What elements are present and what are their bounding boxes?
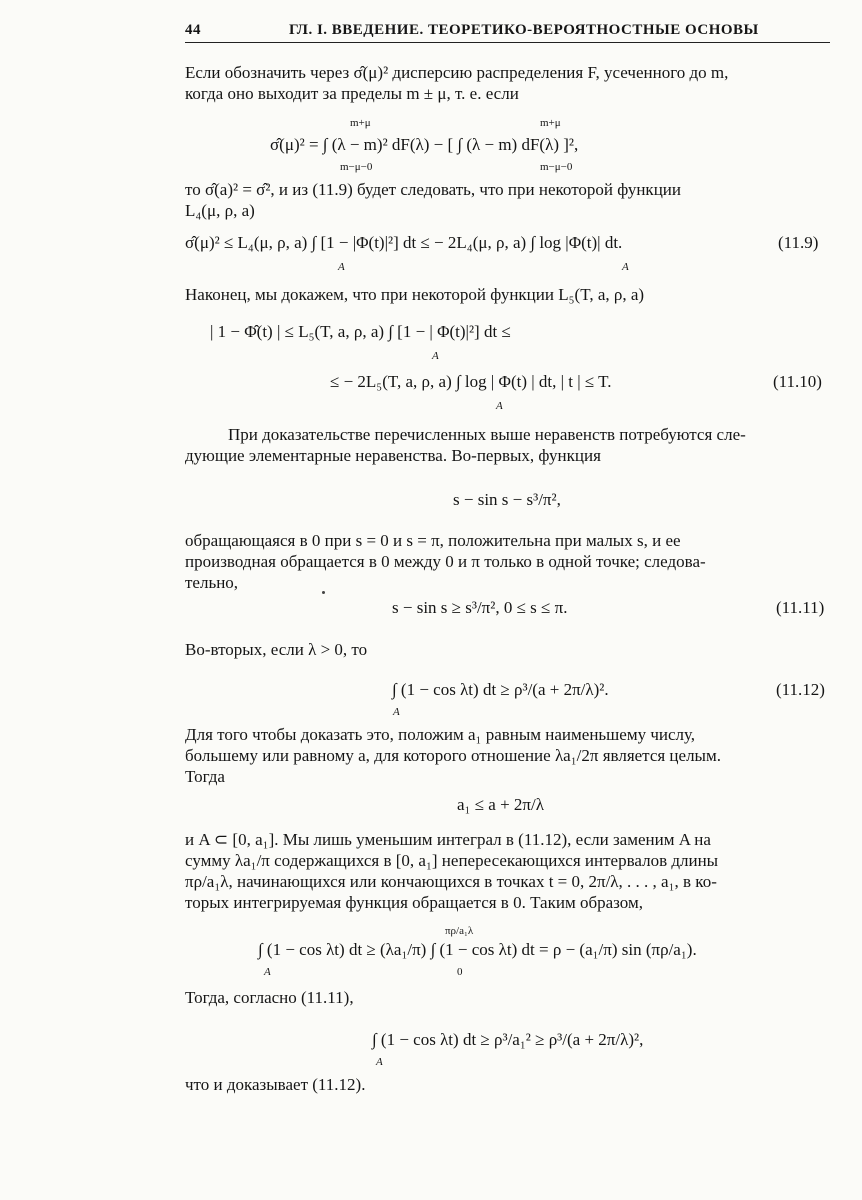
equation-a1-bound: a₁ ≤ a + 2π/λ — [457, 795, 544, 814]
integral-domain-a-5: A — [393, 706, 400, 718]
equation-number-11-11: (11.11) — [776, 598, 825, 617]
paragraph-3: Наконец, мы докажем, что при некоторой функции L₅(T, a, ρ, a) — [185, 285, 645, 304]
equation-s-function: s − sin s − s³/π², — [453, 490, 561, 509]
paragraph-4-line-2: дующие элементарные неравенства. Во-первых, функция — [185, 446, 601, 465]
paragraph-5-line-3: тельно, — [185, 573, 239, 592]
paragraph-1-line-1: Если обозначить через σ̂(μ)² дисперсию распределения F, усеченного до m, — [185, 63, 729, 82]
integral-domain-a-7: A — [376, 1056, 383, 1068]
integral-domain-a-2: A — [622, 261, 629, 273]
equation-11-12: ∫ (1 − cos λt) dt ≥ ρ³/(a + 2π/λ)². — [392, 680, 609, 699]
integral-upper-limit: m+μ — [350, 117, 371, 129]
equation-11-10-line-1: | 1 − Φ̂(t) | ≤ L₅(T, a, ρ, a) ∫ [1 − | Φ(t)|²] dt ≤ — [210, 322, 511, 341]
paragraph-10: что и доказывает (11.12). — [185, 1075, 366, 1094]
equation-11-10-line-2: ≤ − 2L₅(T, a, ρ, a) ∫ log | Φ(t) | dt, | t | ≤ T. — [330, 372, 612, 391]
paragraph-7-line-2: большему или равному a, для которого отношение λa₁/2π является целым. — [185, 746, 721, 765]
integral-upper-limit-2: m+μ — [540, 117, 561, 129]
equation-final-bound: ∫ (1 − cos λt) dt ≥ ρ³/a₁² ≥ ρ³/(a + 2π/λ)², — [372, 1030, 644, 1049]
paragraph-6: Во-вторых, если λ > 0, то — [185, 640, 368, 659]
paragraph-2-line-1: то σ̂(a)² = σ̂², и из (11.9) будет следовать, что при некоторой функции — [185, 180, 681, 199]
equation-11-9: σ̂(μ)² ≤ L₄(μ, ρ, a) ∫ [1 − |Φ(t)|²] dt ≤ − 2L₄(μ, ρ, a) ∫ log |Φ(t)| dt. — [185, 233, 623, 252]
chapter-title: ГЛ. I. ВВЕДЕНИЕ. ТЕОРЕТИКО-ВЕРОЯТНОСТНЫЕ ОСНОВЫ — [289, 22, 759, 38]
equation-sigma-hat: σ̂(μ)² = ∫ (λ − m)² dF(λ) − [ ∫ (λ − m) dF(λ) ]², — [270, 135, 579, 154]
paragraph-5-line-1: обращающаяся в 0 при s = 0 и s = π, положительна при малых s, и ее — [185, 531, 681, 550]
paragraph-7-line-1: Для того чтобы доказать это, положим a₁ равным наименьшему числу, — [185, 725, 696, 744]
paragraph-8-line-1: и A ⊂ [0, a₁]. Мы лишь уменьшим интеграл в (11.12), если заменим A на — [185, 830, 711, 849]
paragraph-8-line-4: торых интегрируемая функция обращается в 0. Таким образом, — [185, 893, 643, 912]
integral-lower-limit-2: m−μ−0 — [540, 161, 573, 173]
paragraph-8-line-2: сумму λa₁/π содержащихся в [0, a₁] непересекающихся интервалов длины — [185, 851, 719, 870]
integral-upper-limit-3: πρ/a₁λ — [445, 925, 474, 937]
paragraph-5-line-2: производная обращается в 0 между 0 и π только в одной точке; следова- — [185, 552, 706, 571]
integral-domain-a: A — [338, 261, 345, 273]
equation-number-11-9: (11.9) — [778, 233, 819, 252]
paragraph-7-line-3: Тогда — [185, 767, 225, 786]
paragraph-1-line-2: когда оно выходит за пределы m ± μ, т. е. если — [185, 84, 519, 103]
paragraph-8-line-3: πρ/a₁λ, начинающихся или кончающихся в точках t = 0, 2π/λ, . . . , a₁, в ко- — [185, 872, 717, 891]
equation-integral-chain: ∫ (1 − cos λt) dt ≥ (λa₁/π) ∫ (1 − cos λt) dt = ρ − (a₁/π) sin (πρ/a₁). — [258, 940, 697, 959]
paragraph-9: Тогда, согласно (11.11), — [185, 988, 354, 1007]
paragraph-4-line-1: При доказательстве перечисленных выше неравенств потребуются сле- — [228, 425, 746, 444]
integral-lower-limit-3: 0 — [457, 966, 463, 978]
paragraph-2-line-2: L₄(μ, ρ, a) — [185, 201, 255, 220]
print-speck — [322, 591, 325, 594]
integral-domain-a-4: A — [496, 400, 503, 412]
equation-number-11-12: (11.12) — [776, 680, 825, 699]
equation-11-11: s − sin s ≥ s³/π², 0 ≤ s ≤ π. — [392, 598, 568, 617]
running-header — [185, 20, 830, 43]
integral-domain-a-6: A — [264, 966, 271, 978]
integral-lower-limit: m−μ−0 — [340, 161, 373, 173]
page-number: 44 — [185, 22, 201, 38]
equation-number-11-10: (11.10) — [773, 372, 822, 391]
integral-domain-a-3: A — [432, 350, 439, 362]
